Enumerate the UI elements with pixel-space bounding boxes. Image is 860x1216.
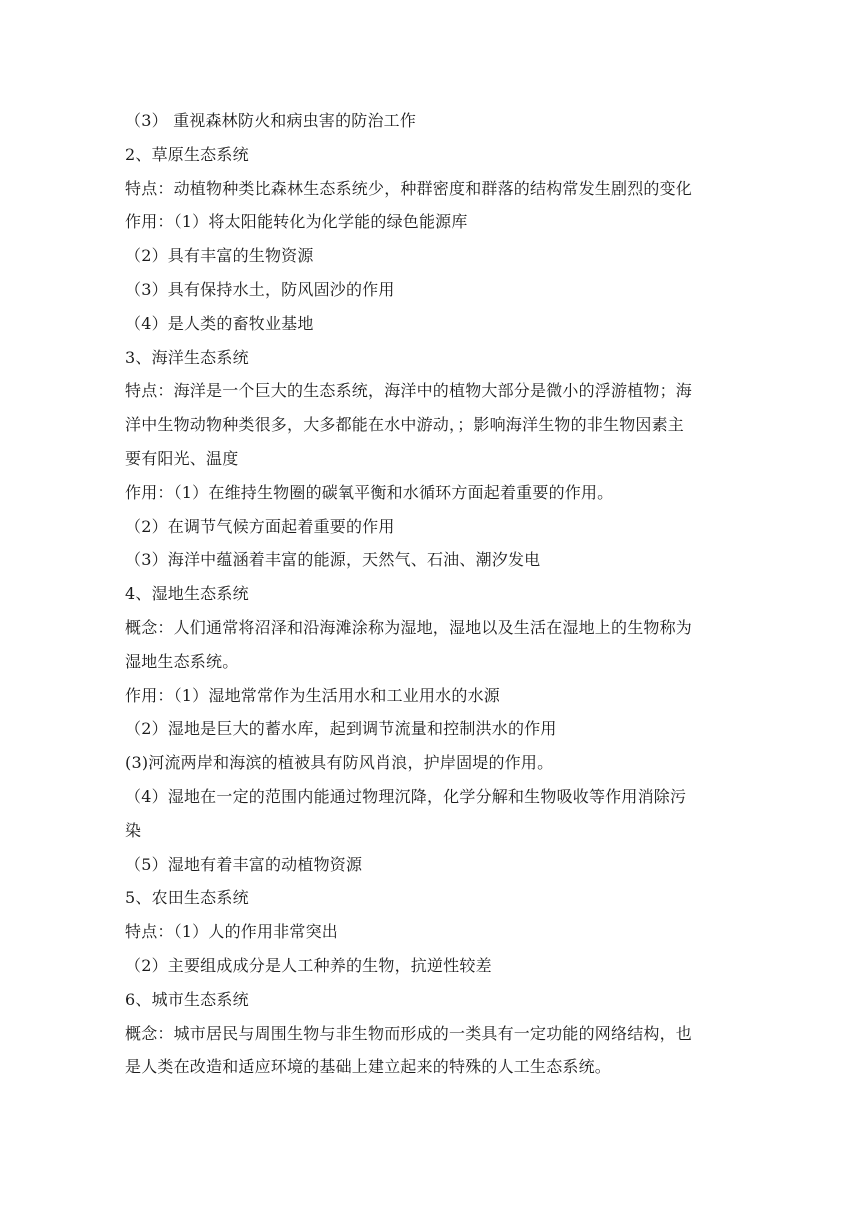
text-line: 作用：（1）湿地常常作为生活用水和工业用水的水源 (125, 685, 500, 705)
text-line: (3)河流两岸和海滨的植被具有防风肖浪，护岸固堤的作用。 (125, 753, 554, 773)
text-line: （4）是人类的畜牧业基地 (125, 313, 314, 333)
text-line: （2）在调节气候方面起着重要的作用 (125, 516, 395, 536)
text-line: 染 (125, 820, 142, 840)
text-line: 作用：（1）将太阳能转化为化学能的绿色能源库 (125, 212, 468, 232)
text-line: 特点：动植物种类比森林生态系统少，种群密度和群落的结构常发生剧烈的变化 (125, 178, 693, 198)
text-line: （2）主要组成成分是人工种养的生物，抗逆性较差 (125, 955, 492, 975)
text-line: （2）具有丰富的生物资源 (125, 246, 314, 266)
document-body (125, 104, 745, 1084)
section-heading: 4、湿地生态系统 (125, 584, 249, 604)
text-line: （4）湿地在一定的范围内能通过物理沉降，化学分解和生物吸收等作用消除污 (125, 786, 687, 806)
text-line: 要有阳光、温度 (125, 448, 239, 468)
text-line: （5）湿地有着丰富的动植物资源 (125, 854, 363, 874)
text-line: 作用：（1）在维持生物圈的碳氧平衡和水循环方面起着重要的作用。 (125, 482, 614, 502)
text-line: 特点：（1）人的作用非常突出 (125, 922, 338, 942)
text-line: 概念：城市居民与周围生物与非生物而形成的一类具有一定功能的网络结构，也 (125, 1023, 693, 1043)
text-line: （3）海洋中蕴涵着丰富的能源，天然气、石油、潮汐发电 (125, 550, 541, 570)
section-heading: 3、海洋生态系统 (125, 347, 249, 367)
section-heading: 6、城市生态系统 (125, 989, 249, 1009)
section-heading: 2、草原生态系统 (125, 144, 249, 164)
text-line: 湿地生态系统。 (125, 651, 239, 671)
text-line: （3） 重视森林防火和病虫害的防治工作 (125, 111, 417, 130)
text-line: 洋中生物动物种类很多，大多都能在水中游动，；影响海洋生物的非生物因素主 (125, 415, 685, 435)
text-line: （2）湿地是巨大的蓄水库，起到调节流量和控制洪水的作用 (125, 719, 557, 739)
text-line: 是人类在改造和适应环境的基础上建立起来的特殊的人工生态系统。 (125, 1057, 612, 1077)
section-heading: 5、农田生态系统 (125, 888, 249, 908)
text-line: 特点：海洋是一个巨大的生态系统，海洋中的植物大部分是微小的浮游植物；海 (125, 381, 693, 401)
text-line: （3）具有保持水土，防风固沙的作用 (125, 279, 395, 299)
text-line: 概念：人们通常将沼泽和沿海滩涂称为湿地，湿地以及生活在湿地上的生物称为 (125, 617, 693, 637)
